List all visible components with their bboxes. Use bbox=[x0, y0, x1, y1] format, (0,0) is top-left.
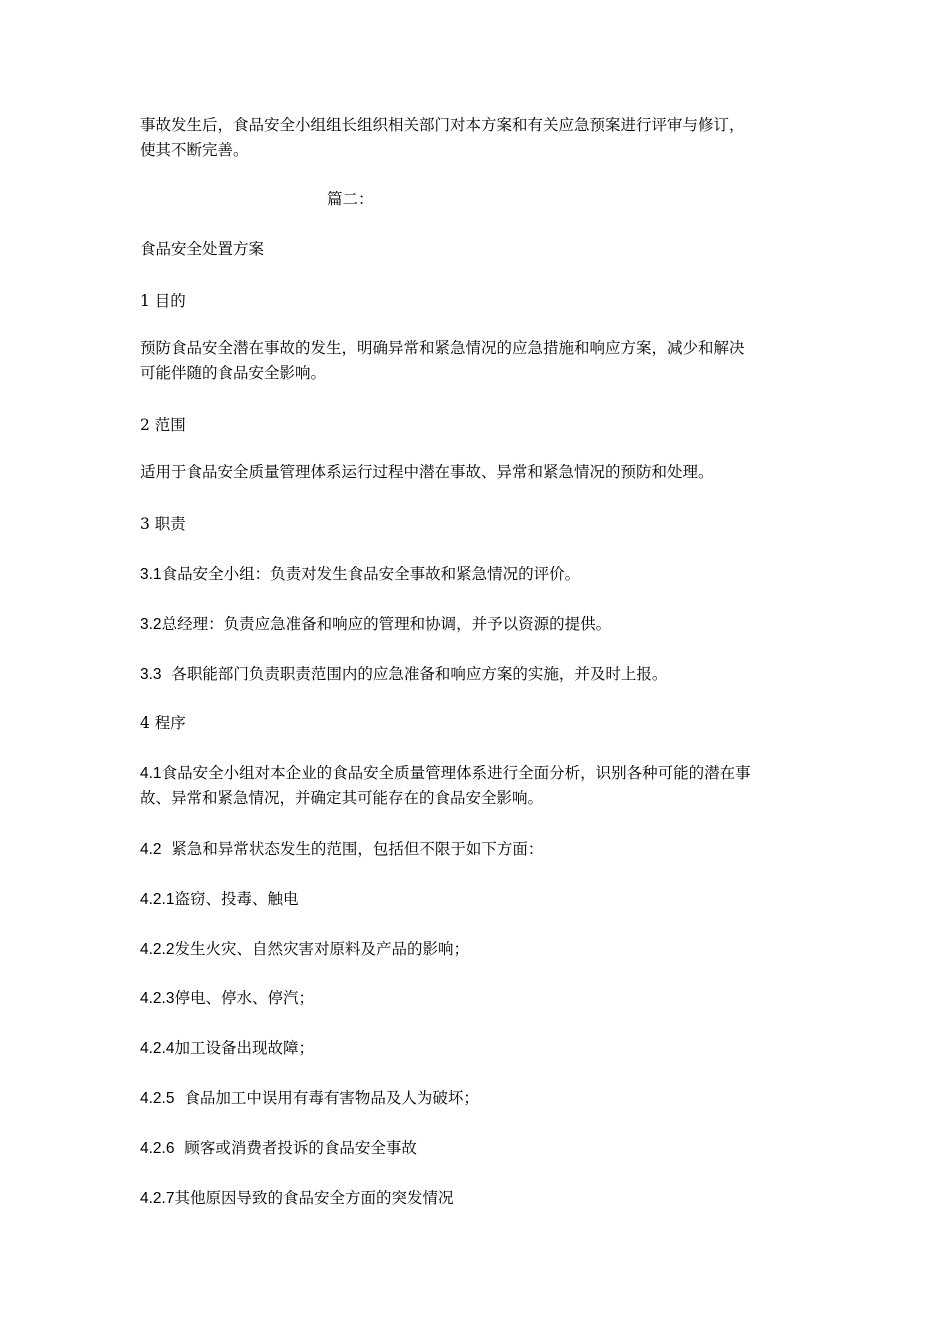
clause-text: 其他原因导致的食品安全方面的突发情况 bbox=[174, 1189, 454, 1207]
clause-number: 4.2.1 bbox=[140, 891, 175, 908]
clause-4-2-2 bbox=[140, 937, 820, 962]
section-3-heading: 3 职责 bbox=[140, 515, 186, 533]
section-2-text: 适用于食品安全质量管理体系运行过程中潜在事故、异常和紧急情况的预防和处理。 bbox=[140, 463, 714, 481]
clause-4-2-4 bbox=[140, 1036, 820, 1061]
clause-text-line-1: 食品安全小组对本企业的食品安全质量管理体系进行全面分析，识别各种可能的潜在事 bbox=[161, 764, 751, 782]
section-1-text-line-1: 预防食品安全潜在事故的发生，明确异常和紧急情况的应急措施和响应方案，减少和解决 bbox=[140, 339, 745, 357]
clause-number: 4.1 bbox=[140, 765, 162, 782]
clause-number: 3.3 bbox=[140, 666, 162, 683]
clause-number: 4.2.7 bbox=[140, 1190, 175, 1207]
clause-number: 4.2.6 bbox=[140, 1140, 175, 1157]
intro-paragraph bbox=[140, 113, 820, 163]
clause-text: 食品加工中误用有毒有害物品及人为破坏； bbox=[174, 1089, 479, 1107]
clause-text: 食品安全小组：负责对发生食品安全事故和紧急情况的评价。 bbox=[161, 565, 581, 583]
clause-text: 盗窃、投毒、触电 bbox=[174, 890, 299, 908]
clause-text-line-2: 故、异常和紧急情况，并确定其可能存在的食品安全影响。 bbox=[140, 789, 544, 807]
section-2-heading: 2 范围 bbox=[140, 416, 186, 434]
section-4-heading: 4 程序 bbox=[140, 714, 186, 732]
clause-text: 紧急和异常状态发生的范围，包括但不限于如下方面： bbox=[161, 840, 544, 858]
section-1-heading: 1 目的 bbox=[140, 292, 186, 310]
clause-3-1 bbox=[140, 562, 820, 587]
clause-4-2-7 bbox=[140, 1186, 820, 1211]
clause-4-2 bbox=[140, 837, 820, 862]
clause-text: 加工设备出现故障； bbox=[174, 1039, 314, 1057]
clause-text: 顾客或消费者投诉的食品安全事故 bbox=[174, 1139, 417, 1157]
section-1-text-line-2: 可能伴随的食品安全影响。 bbox=[140, 364, 327, 382]
clause-4-2-5 bbox=[140, 1086, 820, 1111]
clause-3-3 bbox=[140, 662, 820, 687]
document-title: 食品安全处置方案 bbox=[140, 240, 265, 258]
clause-3-2 bbox=[140, 612, 820, 637]
clause-number: 3.1 bbox=[140, 566, 162, 583]
clause-number: 4.2.2 bbox=[140, 941, 175, 958]
clause-text: 总经理：负责应急准备和响应的管理和协调，并予以资源的提供。 bbox=[161, 615, 612, 633]
clause-4-2-3 bbox=[140, 986, 820, 1011]
clause-number: 4.2.4 bbox=[140, 1040, 175, 1057]
clause-number: 4.2.5 bbox=[140, 1090, 175, 1107]
clause-number: 4.2.3 bbox=[140, 990, 175, 1007]
clause-number: 4.2 bbox=[140, 841, 162, 858]
intro-line-2: 使其不断完善。 bbox=[140, 141, 249, 159]
clause-number: 3.2 bbox=[140, 616, 162, 633]
clause-4-1 bbox=[140, 761, 820, 811]
intro-line-1: 事故发生后，食品安全小组组长组织相关部门对本方案和有关应急预案进行评审与修订， bbox=[140, 116, 745, 134]
clause-4-2-1 bbox=[140, 887, 820, 912]
section-marker: 篇二： bbox=[327, 190, 374, 208]
section-1-text bbox=[140, 336, 820, 386]
clause-4-2-6 bbox=[140, 1136, 820, 1161]
clause-text: 各职能部门负责职责范围内的应急准备和响应方案的实施，并及时上报。 bbox=[161, 665, 668, 683]
clause-text: 发生火灾、自然灾害对原料及产品的影响； bbox=[174, 940, 469, 958]
clause-text: 停电、停水、停汽； bbox=[174, 989, 314, 1007]
